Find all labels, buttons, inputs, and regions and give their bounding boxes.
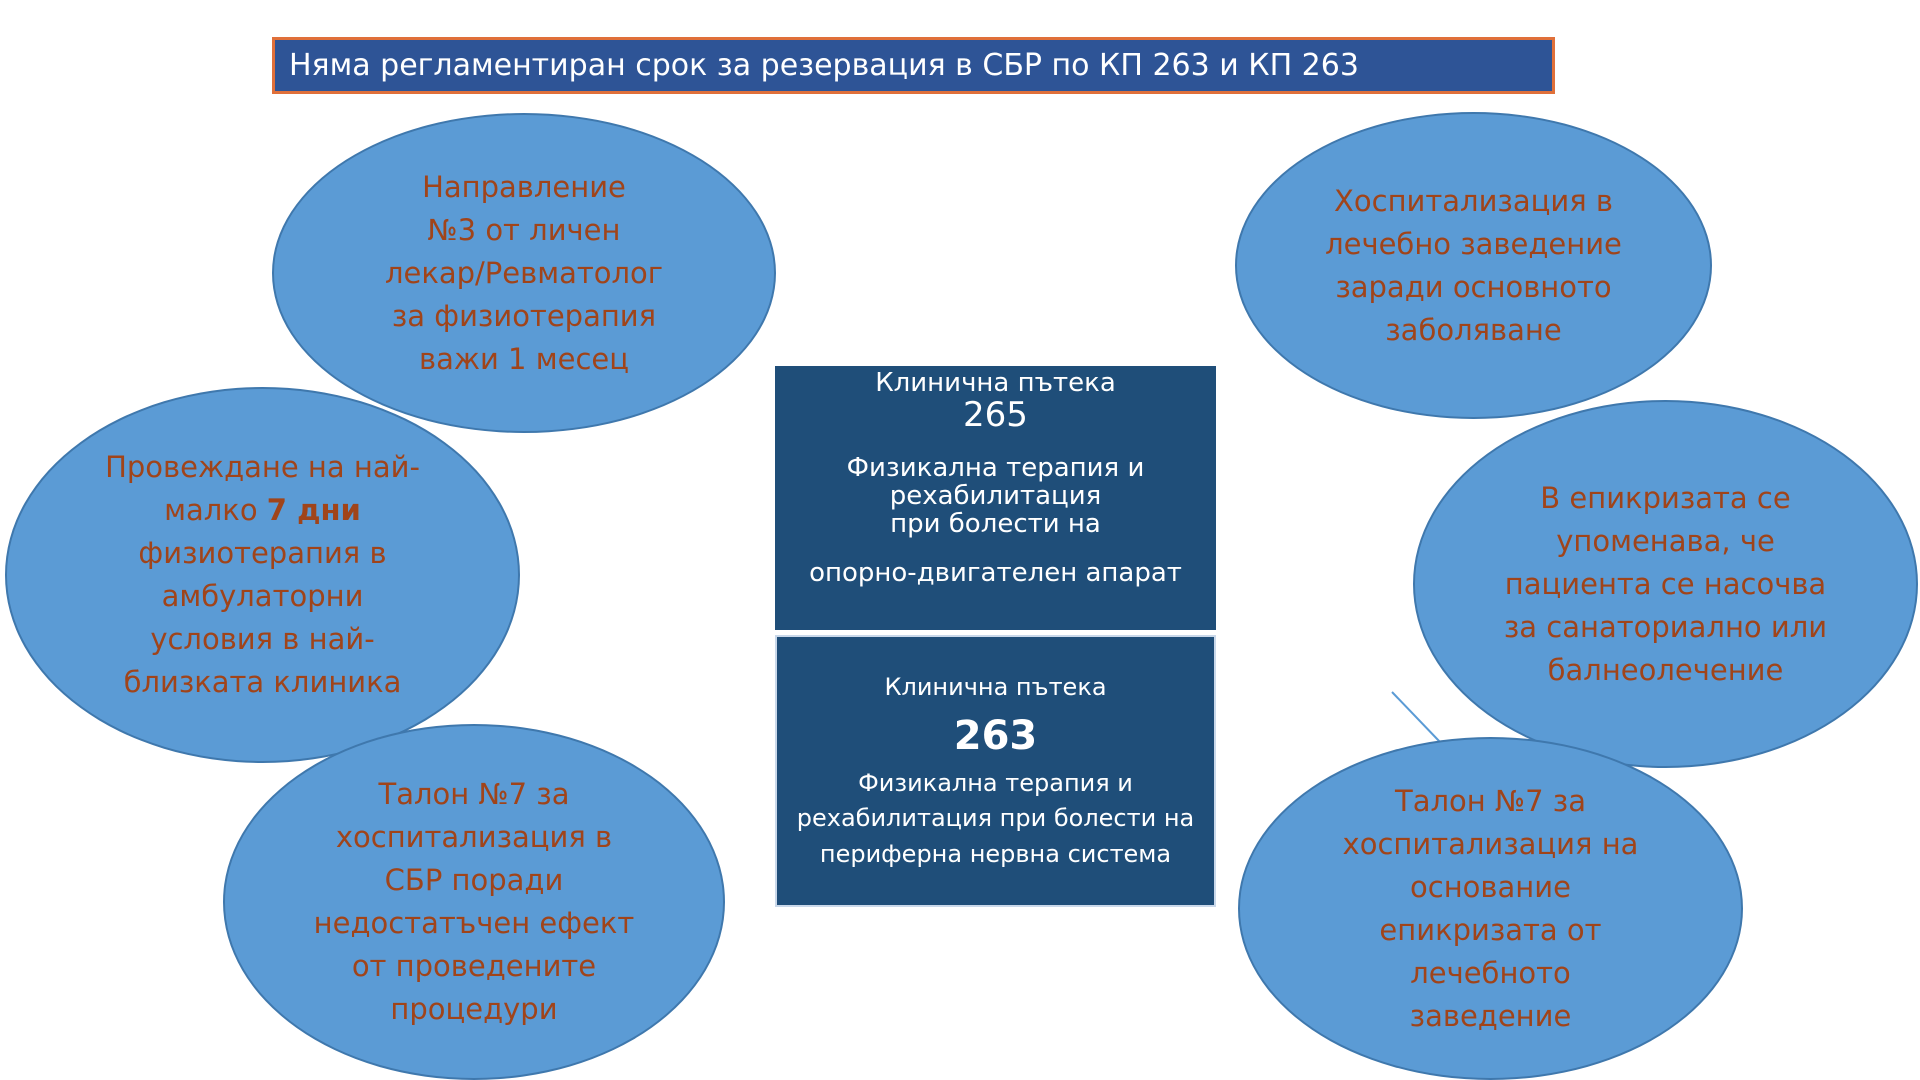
oval-text-line: лечебно заведение [1325, 226, 1622, 261]
oval-talon-epicrisis [1238, 737, 1743, 1080]
oval-text-line: лекар/Ревматолог [384, 255, 664, 290]
oval-text-line: малко [164, 493, 267, 527]
oval-text-line: лечебното [1410, 955, 1571, 990]
seven-days-highlight: 7 дни [266, 493, 361, 527]
oval-talon-sbr [223, 724, 725, 1080]
oval-text-line: хоспитализация на [1342, 826, 1639, 861]
oval-text-line: недостатъчен ефект [313, 906, 635, 940]
oval-text-line: основание [1410, 869, 1571, 904]
oval-text-line: заради основното [1335, 269, 1612, 304]
oval-text-line: упоменава, че [1556, 523, 1775, 558]
oval-text-line: епикризата от [1379, 912, 1602, 947]
pathway-number: 265 [963, 395, 1028, 435]
pathway-desc-line: Физикална терапия и [846, 453, 1145, 483]
pathway-label: Клинична пътека [884, 673, 1107, 701]
pathway-desc-line: Физикална терапия и [858, 769, 1133, 797]
oval-text-line: Направление [422, 169, 626, 204]
oval-epicrisis [1413, 400, 1918, 768]
oval-text-line: хоспитализация в [335, 820, 613, 854]
pathway-desc-line: рехабилитация [889, 481, 1102, 511]
pathway-label: Клинична пътека [875, 368, 1116, 398]
pathway-desc-line: при болести на [890, 509, 1101, 539]
pathway-desc-line: периферна нервна система [819, 840, 1172, 868]
oval-text-line: от проведените [351, 949, 597, 983]
pathway-desc-line: опорно-двигателен апарат [809, 558, 1182, 588]
oval-text-line: заболяване [1385, 312, 1562, 347]
oval-text-line: СБР поради [384, 863, 564, 897]
oval-text-line: Талон №7 за [1395, 783, 1586, 818]
oval-text-line: Провеждане на най- [105, 450, 420, 484]
oval-physiotherapy [5, 387, 520, 763]
oval-text-line: близката клиника [123, 665, 402, 699]
oval-text-line: №3 от личен [427, 212, 621, 247]
clinical-pathway-263-box [775, 635, 1216, 907]
oval-text-line: важи 1 месец [419, 341, 629, 376]
oval-hospitalization [1235, 112, 1712, 419]
oval-text-line: процедури [390, 992, 558, 1026]
oval-text-line: Талон №7 за [378, 777, 570, 811]
oval-text-line: пациента се насочва [1504, 566, 1827, 601]
oval-referral [272, 113, 776, 433]
oval-text-line: заведение [1409, 998, 1572, 1033]
oval-text-line: физиотерапия в [138, 536, 387, 570]
oval-text-line: за физиотерапия [391, 298, 657, 333]
oval-text-line: Хоспитализация в [1334, 183, 1613, 218]
oval-text-line: балнеолечение [1547, 652, 1784, 687]
clinical-pathway-265-box [775, 366, 1216, 630]
pathway-number: 263 [953, 713, 1038, 759]
oval-text-line: амбулаторни [161, 579, 364, 613]
oval-text-line: В епикризата се [1540, 480, 1791, 515]
oval-text-line: за санаториално или [1503, 609, 1828, 644]
title-text: Няма регламентиран срок за резервация в СБР по КП 263 и КП 263 [289, 48, 1359, 83]
oval-text-line: условия в най- [150, 622, 375, 656]
pathway-desc-line: рехабилитация при болести на [796, 804, 1195, 832]
